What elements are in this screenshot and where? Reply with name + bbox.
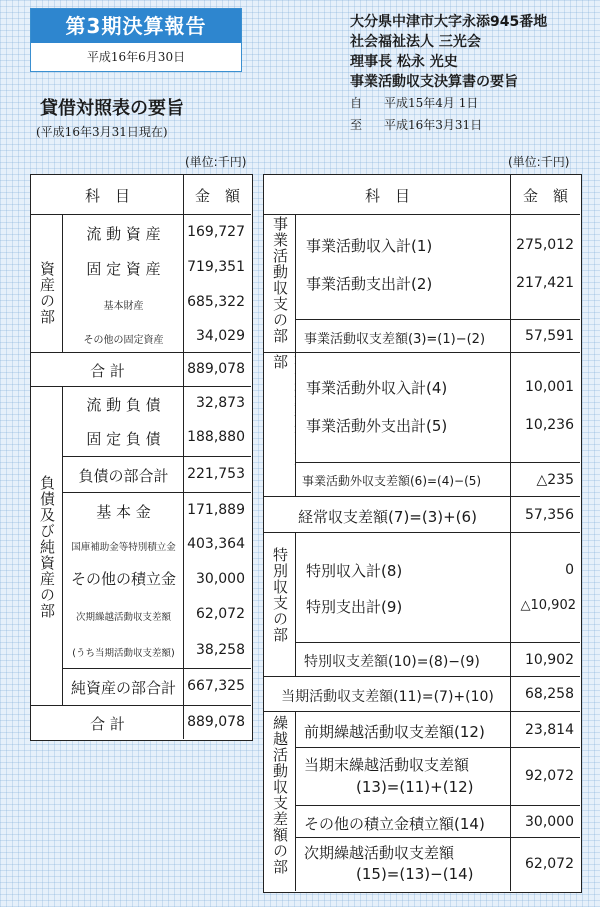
grand-total-amount: 889,078 <box>187 714 245 730</box>
current-cell <box>264 677 511 712</box>
income-statement-table <box>263 174 582 893</box>
org-director: 理事長 松永 光史 <box>350 54 458 70</box>
bs-header-amount-cell <box>184 175 251 215</box>
liabilities-total-amount-cell <box>184 457 251 493</box>
net-asset-amount: 62,072 <box>196 606 245 622</box>
liability-item: 流 動 負 債 <box>86 396 161 414</box>
org-name: 社会福祉法人 三光会 <box>350 34 481 50</box>
non-operating-amounts-cell <box>511 353 580 463</box>
period-from: 平成15年4月 1日 <box>384 96 479 110</box>
bs-header-amount: 金 額 <box>194 187 240 205</box>
is-amount: 217,421 <box>516 275 574 291</box>
is-header-item-cell <box>264 175 511 215</box>
assets-total-label: 合 計 <box>90 362 125 380</box>
net-asset-amount: 403,364 <box>187 536 245 552</box>
asset-item: その他の固定資産 <box>83 335 164 346</box>
current-amount-cell <box>511 677 580 712</box>
is-amount: 10,001 <box>525 379 574 395</box>
asset-amount: 719,351 <box>187 259 245 275</box>
non-operating-subtotal-cell <box>296 463 511 497</box>
is-subtotal-amount: 57,591 <box>525 328 574 344</box>
operating-subtotal-amount-cell <box>511 320 580 353</box>
carryover-amount-cell <box>511 806 580 838</box>
income-statement-unit: (単位:千円) <box>508 155 570 169</box>
ordinary-cell <box>264 497 511 533</box>
net-assets-total-label: 純資産の部合計 <box>70 679 176 697</box>
net-assets-total-cell <box>63 669 184 706</box>
liabilities-section-label: 負債及び純資産の部 <box>38 475 56 619</box>
is-item-line1: 次期繰越活動収支差額 <box>304 844 455 862</box>
grand-total-cell <box>31 706 184 739</box>
organization-info <box>350 12 547 92</box>
bs-header-item-cell <box>31 175 184 215</box>
balance-sheet-table <box>30 174 253 741</box>
net-assets-items-cell <box>63 493 184 669</box>
net-asset-item: (うち当期活動収支差額) <box>72 648 175 659</box>
is-item: 特別収入計(8) <box>306 562 403 580</box>
report-banner <box>30 8 242 72</box>
balance-sheet-as-of: (平成16年3月31日現在) <box>36 125 168 139</box>
special-section-label: 特別収支の部 <box>271 547 289 643</box>
is-item: 事業活動外収入計(4) <box>306 379 448 397</box>
is-amount: △10,902 <box>520 598 576 613</box>
operating-amounts-cell <box>511 215 580 320</box>
carryover-row-cell <box>296 712 511 748</box>
asset-amount: 685,322 <box>187 294 245 310</box>
liability-amount: 188,880 <box>187 429 245 445</box>
grand-total-amount-cell <box>184 706 251 739</box>
assets-total-amount: 889,078 <box>187 361 245 377</box>
is-item: 事業活動収入計(1) <box>306 237 433 255</box>
liability-item: 固 定 負 債 <box>86 430 161 448</box>
net-asset-amount: 30,000 <box>196 571 245 587</box>
operating-items-cell <box>296 215 511 320</box>
balance-sheet-title: 貸借対照表の要旨 <box>40 98 184 119</box>
is-header-amount: 金 額 <box>522 187 568 205</box>
is-subtotal-amount: 10,902 <box>525 652 574 668</box>
asset-item: 固 定 資 産 <box>86 260 161 278</box>
balance-sheet-unit: (単位:千円) <box>185 155 247 169</box>
liabilities-section-cell <box>31 387 63 706</box>
statement-period <box>350 92 482 136</box>
income-statement-title: 事業活動収支決算書の要旨 <box>350 74 518 90</box>
net-asset-amount: 171,889 <box>187 502 245 518</box>
report-date: 平成16年6月30日 <box>86 50 186 64</box>
non-operating-subtotal-amount-cell <box>511 463 580 497</box>
special-subtotal-amount-cell <box>511 643 580 677</box>
is-amount: 62,072 <box>525 856 574 872</box>
non-operating-items-cell <box>296 353 511 463</box>
assets-section-label: 資産の部 <box>38 261 56 325</box>
is-item: 前期繰越活動収支差額(12) <box>304 723 485 741</box>
special-items-cell <box>296 533 511 643</box>
liability-amount: 32,873 <box>196 395 245 411</box>
is-amount: 23,814 <box>525 722 574 738</box>
bs-header-item: 科 目 <box>84 187 130 205</box>
asset-item: 流 動 資 産 <box>86 225 161 243</box>
assets-items-cell <box>63 215 184 353</box>
non-operating-section-label: 部 <box>271 354 289 370</box>
ordinary-item: 経常収支差額(7)=(3)+(6) <box>298 508 477 526</box>
net-asset-amount: 38,258 <box>196 642 245 658</box>
special-subtotal-cell <box>296 643 511 677</box>
assets-total-amount-cell <box>184 353 251 387</box>
is-amount: 92,072 <box>525 768 574 784</box>
special-amounts-cell <box>511 533 580 643</box>
assets-total-cell <box>31 353 184 387</box>
is-item-line2: (13)=(11)+(12) <box>356 778 474 796</box>
current-amount: 68,258 <box>525 686 574 702</box>
period-from-label: 自 <box>350 96 363 110</box>
grand-total-label: 合 計 <box>90 715 125 733</box>
net-asset-item: その他の積立金 <box>70 570 176 588</box>
asset-amount: 34,029 <box>196 328 245 344</box>
carryover-row-cell <box>296 806 511 838</box>
net-assets-total-amount-cell <box>184 669 251 706</box>
net-assets-amounts-cell <box>184 493 251 669</box>
is-amount: 0 <box>565 562 574 578</box>
liabilities-items-cell <box>63 387 184 457</box>
net-assets-total-amount: 667,325 <box>187 678 245 694</box>
net-asset-item: 基 本 金 <box>96 503 151 521</box>
report-title: 第3期決算報告 <box>31 9 241 43</box>
is-item: その他の積立金積立額(14) <box>304 815 485 833</box>
liabilities-amounts-cell <box>184 387 251 457</box>
assets-amounts-cell <box>184 215 251 353</box>
is-amount: 10,236 <box>525 417 574 433</box>
liabilities-total-cell <box>63 457 184 493</box>
is-subtotal-item: 特別収支差額(10)=(8)−(9) <box>304 654 480 670</box>
asset-item: 基本財産 <box>103 301 144 312</box>
net-asset-item: 国庫補助金等特別積立金 <box>71 542 176 553</box>
assets-section-cell <box>31 215 63 353</box>
is-subtotal-amount: △235 <box>536 472 574 488</box>
operating-section-cell <box>264 215 296 353</box>
is-item: 事業活動外支出計(5) <box>306 417 448 435</box>
carryover-row-cell <box>296 748 511 806</box>
carryover-amount-cell <box>511 748 580 806</box>
carryover-section-label: 繰越活動収支差額の部 <box>271 715 289 875</box>
is-item-line1: 当期末繰越活動収支差額 <box>304 756 470 774</box>
is-subtotal-item: 事業活動収支差額(3)=(1)−(2) <box>304 332 486 347</box>
is-header-item: 科 目 <box>364 187 410 205</box>
net-asset-item: 次期繰越活動収支差額 <box>75 612 171 623</box>
liabilities-total-amount: 221,753 <box>187 466 245 482</box>
carryover-row-cell <box>296 838 511 891</box>
non-operating-section-cell <box>264 353 296 497</box>
current-item: 当期活動収支差額(11)=(7)+(10) <box>281 689 494 705</box>
is-item: 事業活動支出計(2) <box>306 275 433 293</box>
period-to: 平成16年3月31日 <box>384 118 483 132</box>
operating-subtotal-cell <box>296 320 511 353</box>
asset-amount: 169,727 <box>187 224 245 240</box>
org-address: 大分県中津市大字永添945番地 <box>350 14 548 30</box>
ordinary-amount: 57,356 <box>525 507 574 523</box>
carryover-amount-cell <box>511 838 580 891</box>
is-amount: 275,012 <box>516 237 574 253</box>
operating-section-label: 事業活動収支の部 <box>271 216 289 344</box>
is-header-amount-cell <box>511 175 580 215</box>
liabilities-total-label: 負債の部合計 <box>78 467 169 485</box>
ordinary-amount-cell <box>511 497 580 533</box>
is-subtotal-item: 事業活動外収支差額(6)=(4)−(5) <box>302 474 482 488</box>
special-section-cell <box>264 533 296 677</box>
is-item: 特別支出計(9) <box>306 598 403 616</box>
carryover-amount-cell <box>511 712 580 748</box>
period-to-label: 至 <box>350 118 363 132</box>
is-amount: 30,000 <box>525 814 574 830</box>
is-item-line2: (15)=(13)−(14) <box>356 865 474 883</box>
carryover-section-cell <box>264 712 296 891</box>
